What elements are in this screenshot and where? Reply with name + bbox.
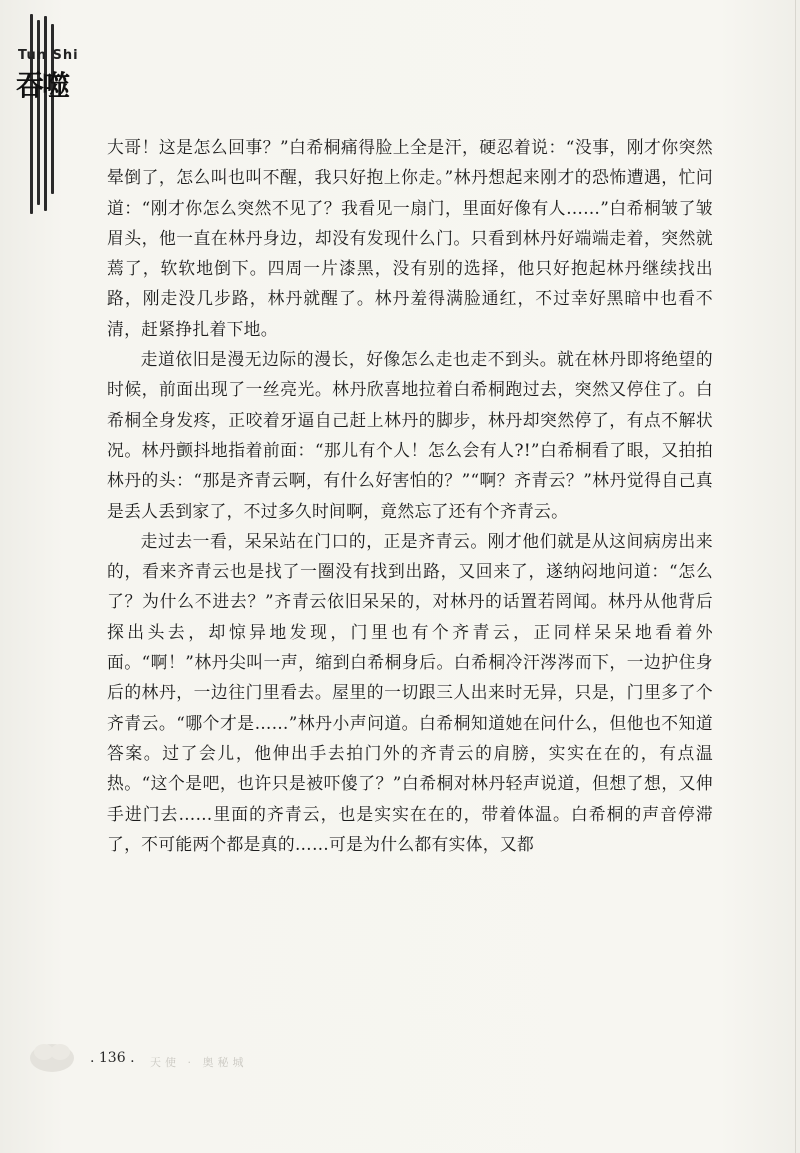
paragraph-2: 走道依旧是漫无边际的漫长，好像怎么走也走不到头。就在林丹即将绝望的时候，前面出现了一丝亮光。林丹欣喜地拉着白希桐跑过去，突然又停住了。白希桐全身发疼，正咬着牙逼自己赶上林丹的脚步，林丹却突然停了，有点不解状况。林丹颤抖地指着前面：“那儿有个人！怎么会有人?!”白希桐看了眼，又拍拍林丹的头：“那是齐青云啊，有什么好害怕的？”“啊？齐青云？”林丹觉得自己真是丢人丢到家了，不过多久时间啊，竟然忘了还有个齐青云。 [107,349,713,521]
body-text [107,132,713,859]
header-stripes-ornament [30,14,60,214]
page-number: . 136 . [90,1050,135,1066]
logo-cjk-title: 吞噬 [16,69,69,102]
corner-flower-ornament [24,1030,80,1080]
paragraph-1: 大哥！这是怎么回事？”白希桐痛得脸上全是汗，硬忍着说：“没事，刚才你突然晕倒了，怎么叫也叫不醒，我只好抱上你走。”林丹想起来刚才的恐怖遭遇，忙问道：“刚才你怎么突然不见了？我看见一扇门，里面好像有人……”白希桐皱了皱眉头，他一直在林丹身边，却没有发现什么门。只看到林丹好端端走着，突然就蔫了，软软地倒下。四周一片漆黑，没有别的选择，他只好抱起林丹继续找出路，刚走没几步路，林丹就醒了。林丹羞得满脸通红，不过幸好黑暗中也看不清，赶紧挣扎着下地。 [107,137,713,339]
footer-faint-text: 天使 · 奥秘城 [150,1056,248,1069]
logo-latin-title: Tun Shi [18,48,79,63]
page-edge-line [795,0,796,1153]
paragraph-3: 走过去一看，呆呆站在门口的，正是齐青云。刚才他们就是从这间病房出来的，看来齐青云也是找了一圈没有找到出路，又回来了，遂纳闷地问道：“怎么了？为什么不进去？”齐青云依旧呆呆的，对林丹的话置若罔闻。林丹从他背后探出头去，却惊异地发现，门里也有个齐青云，正同样呆呆地看着外面。“啊！”林丹尖叫一声，缩到白希桐身后。白希桐冷汗涔涔而下，一边护住身后的林丹，一边往门里看去。屋里的一切跟三人出来时无异，只是，门里多了个齐青云。“哪个才是……”林丹小声问道。白希桐知道她在问什么，但他也不知道答案。过了会儿，他伸出手去拍门外的齐青云的肩膀，实实在在的，有点温热。“这个是吧，也许只是被吓傻了？”白希桐对林丹轻声说道，但想了想，又伸手进门去……里面的齐青云，也是实实在在的，带着体温。白希桐的声音停滞了，不可能两个都是真的……可是为什么都有实体，又都 [107,530,713,854]
